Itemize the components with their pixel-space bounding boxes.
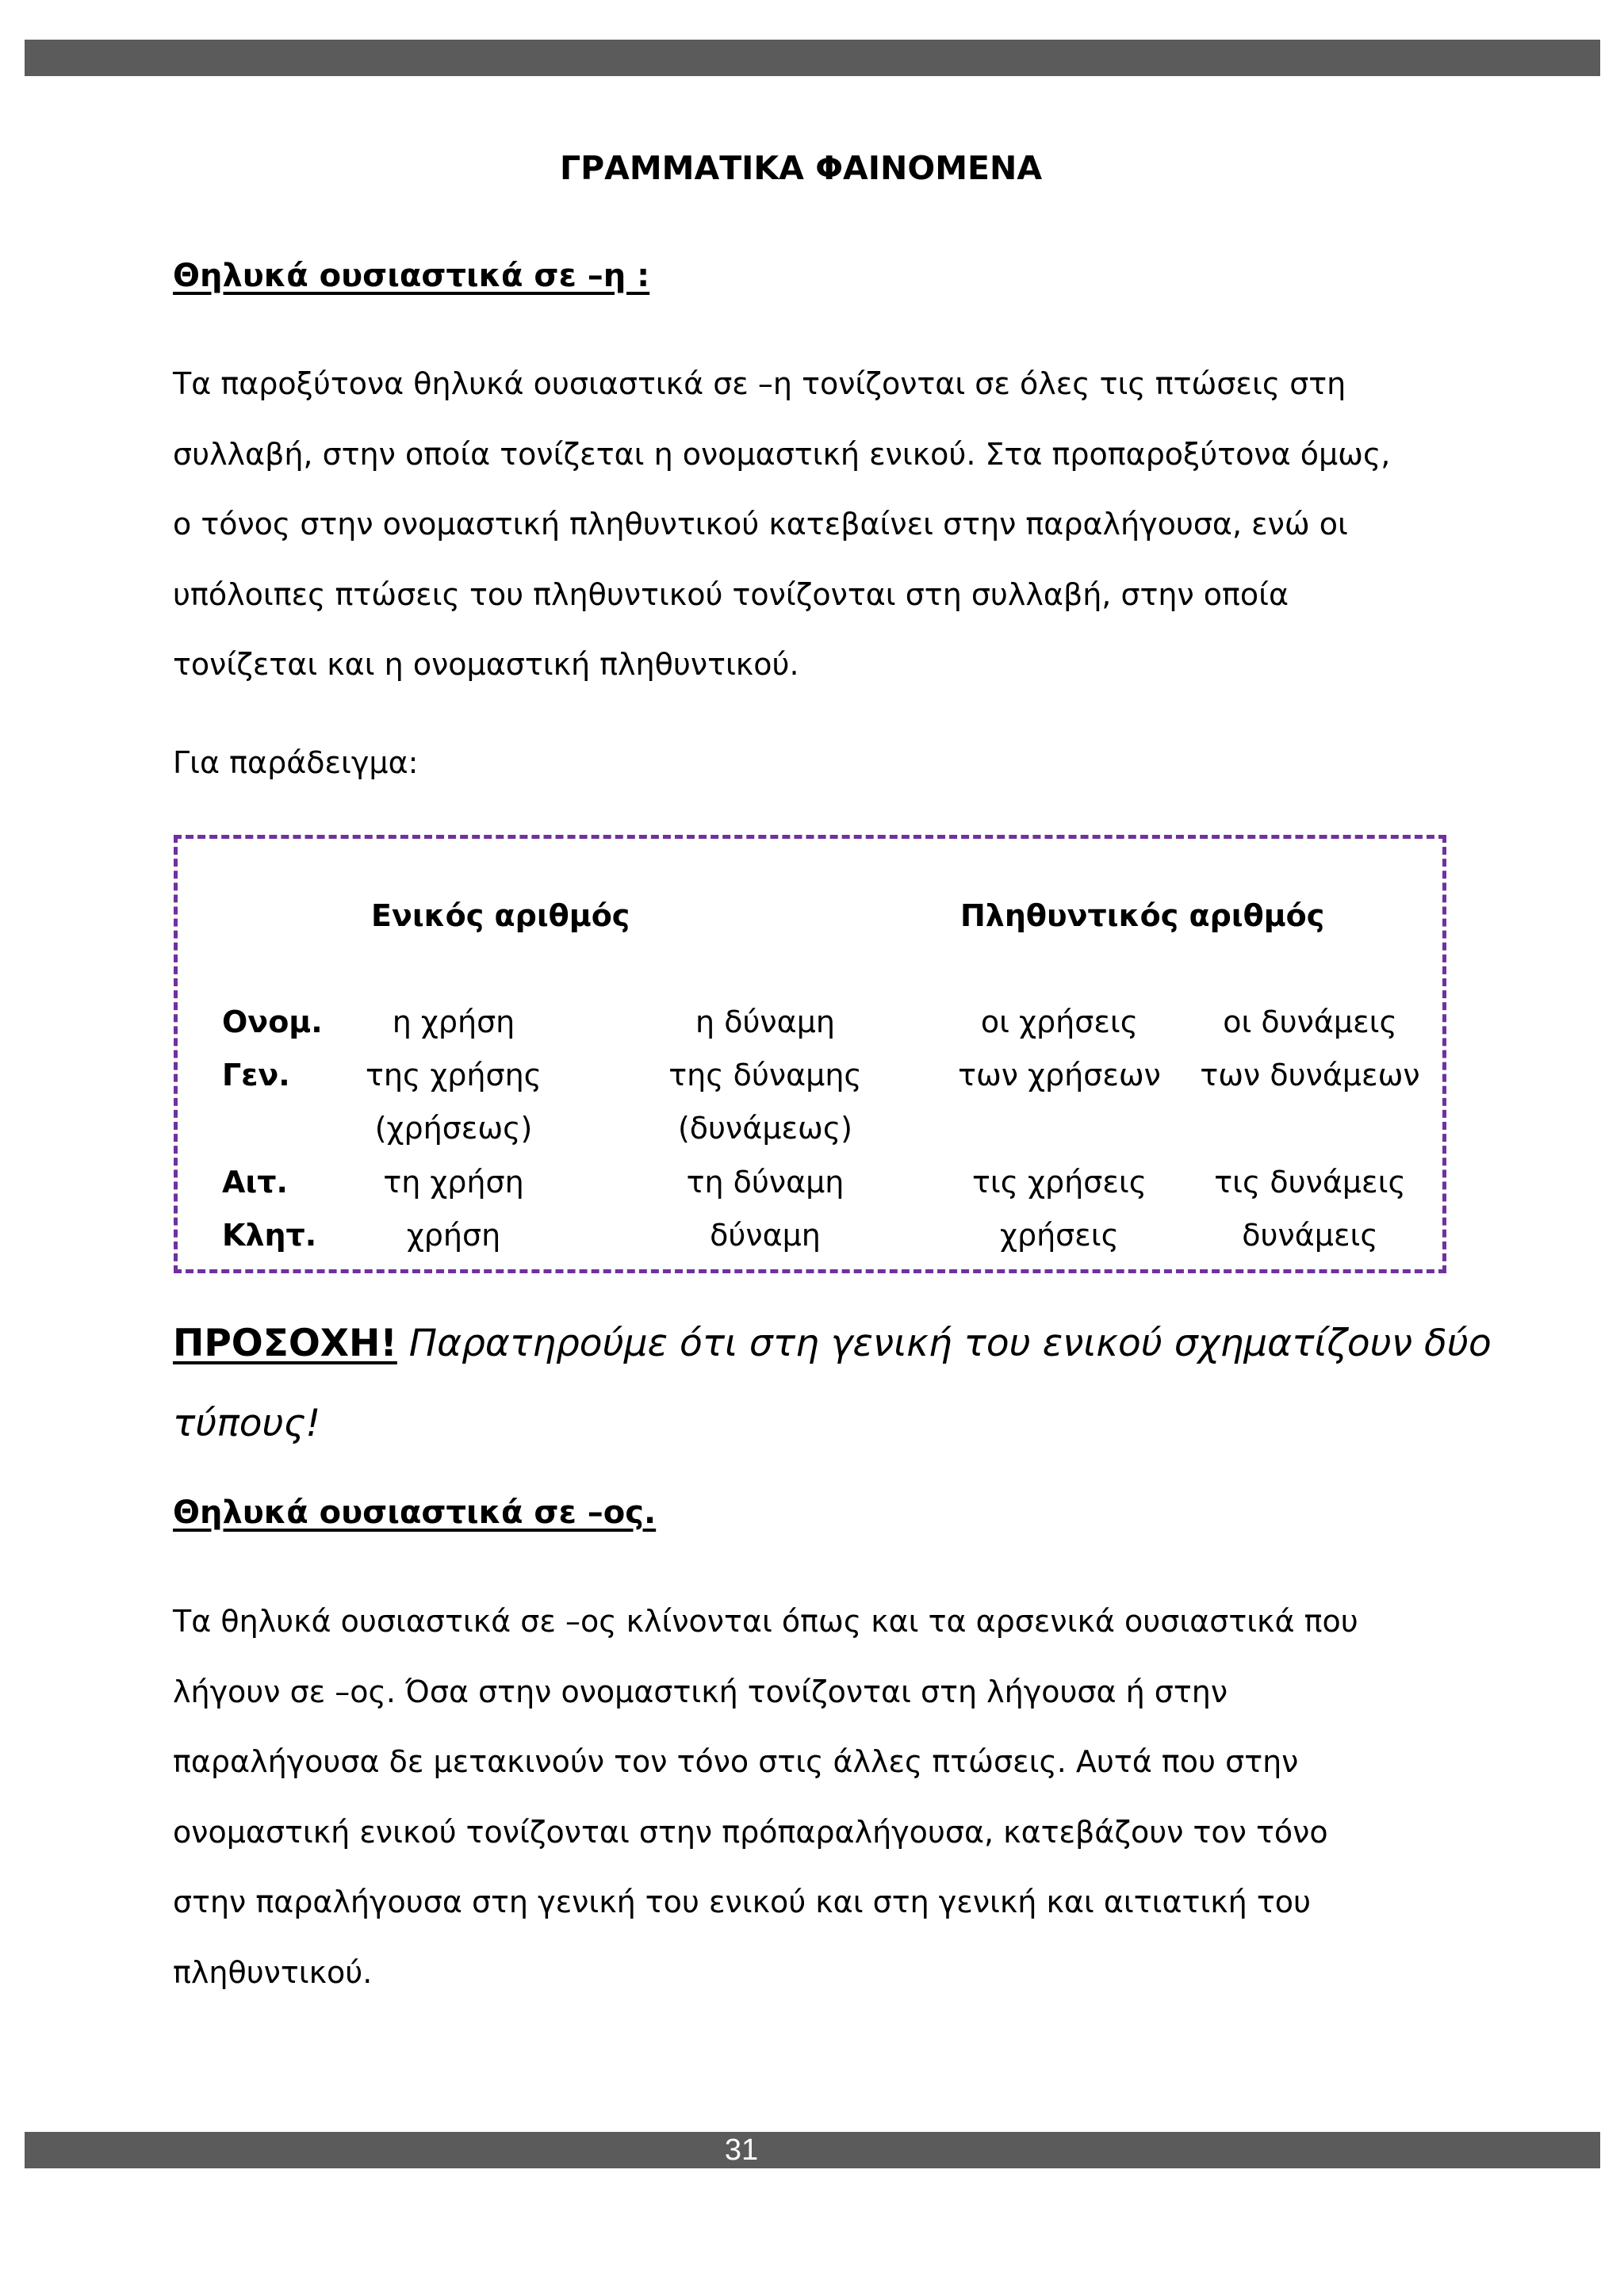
table-cell-alt-form: (δυνάμεως) (677, 1111, 852, 1146)
paragraph-line: τονίζεται και η ονομαστική πληθυντικού. (173, 647, 799, 682)
page-title: ΓΡΑΜΜΑΤΙΚΑ ΦΑΙΝΟΜΕΝΑ (559, 149, 1043, 187)
table-cell: οι δυνάμεις (1223, 1004, 1397, 1039)
table-cell: τη χρήση (383, 1165, 524, 1200)
table-cell: τις δυνάμεις (1214, 1165, 1406, 1200)
paragraph-line: στην παραλήγουσα στη γενική του ενικού και στη γενική και αιτιατική του (173, 1885, 1311, 1919)
example-intro: Για παράδειγμα: (173, 745, 419, 780)
paragraph-line: παραλήγουσα δε μετακινούν τον τόνο στις άλλες πτώσεις. Αυτά που στην (173, 1744, 1299, 1779)
case-label-nominative: Ονομ. (222, 1004, 323, 1039)
attention-text-continued: τύπους! (173, 1402, 321, 1445)
table-cell: η χρήση (392, 1004, 515, 1039)
section-heading-os-nouns: Θηλυκά ουσιαστικά σε –ος. (173, 1494, 657, 1531)
attention-line (173, 1303, 1505, 1383)
section-heading-eta-nouns: Θηλυκά ουσιαστικά σε –η : (173, 258, 650, 294)
attention-note (173, 1303, 1505, 1464)
table-cell: των δυνάμεων (1200, 1058, 1420, 1093)
table-cell: δύναμη (710, 1218, 821, 1253)
paragraph-line: Τα θηλυκά ουσιαστικά σε –ος κλίνονται όπως και τα αρσενικά ουσιαστικά που (173, 1604, 1358, 1639)
table-cell: δυνάμεις (1242, 1218, 1378, 1253)
section-paragraph-eta-nouns (173, 349, 1473, 700)
table-cell: οι χρήσεις (980, 1004, 1139, 1039)
page-number: 31 (724, 2133, 759, 2167)
table-cell: της δύναμης (668, 1058, 862, 1093)
paragraph-line: πληθυντικού. (173, 1954, 373, 1990)
attention-label: ΠΡΟΣΟΧΗ! (173, 1322, 397, 1365)
table-cell: των χρήσεων (958, 1058, 1161, 1093)
table-cell: της χρήσης (366, 1058, 542, 1093)
paragraph-line: λήγουν σε –ος. Όσα στην ονομαστική τονίζονται στη λήγουσα ή στην (173, 1674, 1228, 1709)
table-cell: χρήση (406, 1218, 501, 1253)
case-label-accusative: Αιτ. (222, 1165, 288, 1200)
paragraph-line: συλλαβή, στην οποία τονίζεται η ονομαστική ενικού. Στα προπαροξύτονα όμως, (173, 436, 1391, 472)
paragraph-line: υπόλοιπες πτώσεις του πληθυντικού τονίζονται στη συλλαβή, στην οποία (173, 576, 1289, 612)
paragraph-line: ο τόνος στην ονομαστική πληθυντικού κατεβαίνει στην παραλήγουσα, ενώ οι (173, 507, 1348, 541)
paragraph-line: Τα παροξύτονα θηλυκά ουσιαστικά σε –η τονίζονται σε όλες τις πτώσεις στη (173, 366, 1346, 401)
table-cell-alt-form: (χρήσεως) (374, 1111, 533, 1146)
header-bar (25, 40, 1600, 76)
table-cell: τις χρήσεις (971, 1165, 1147, 1200)
table-cell: χρήσεις (1000, 1218, 1119, 1253)
table-cell: η δύναμη (695, 1004, 835, 1039)
table-cell: τη δύναμη (686, 1165, 845, 1200)
attention-text: Παρατηρούμε ότι στη γενική του ενικού σχηματίζουν δύο (396, 1322, 1492, 1365)
paragraph-line: ονομαστική ενικού τονίζονται στην πρόπαραλήγουσα, κατεβάζουν τον τόνο (173, 1814, 1328, 1850)
plural-header: Πληθυντικός αριθμός (960, 898, 1325, 933)
case-label-genitive: Γεν. (222, 1058, 290, 1093)
singular-header: Ενικός αριθμός (371, 898, 630, 933)
case-label-vocative: Κλητ. (222, 1218, 317, 1253)
section-paragraph-os-nouns (173, 1586, 1473, 2007)
